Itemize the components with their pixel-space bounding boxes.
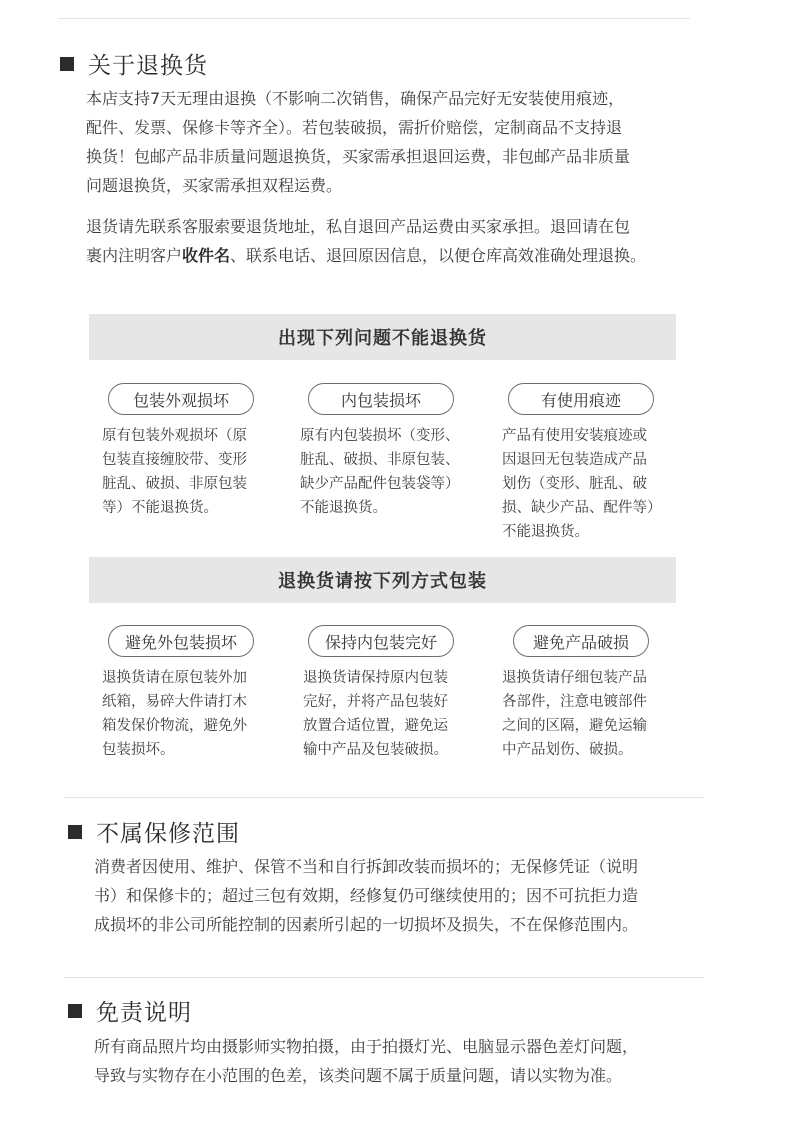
square-bullet-icon xyxy=(60,57,74,71)
text-line: 换货！包邮产品非质量问题退换货，买家需承担退回运费，非包邮产品非质量 xyxy=(86,147,631,166)
packing-desc-inner-protect xyxy=(303,666,483,762)
text-line: 产品有使用安装痕迹或 xyxy=(502,428,647,444)
packing-pill-inner-protect: 保持内包装完好 xyxy=(308,625,454,657)
text-line: 之间的区隔，避免运输 xyxy=(502,718,647,734)
text-line: 原有内包装损坏（变形、 xyxy=(300,428,460,444)
returns-title: 关于退换货 xyxy=(88,53,208,79)
text-line: 因退回无包装造成产品 xyxy=(502,452,647,468)
bold-text-segment: 收件名 xyxy=(182,246,231,265)
square-bullet-icon xyxy=(68,825,82,839)
disclaimer-section-header xyxy=(68,994,192,1027)
text-line: 等）不能退换货。 xyxy=(102,500,218,516)
text-line: 脏乱、破损、非原包装、 xyxy=(300,452,460,468)
section-divider xyxy=(64,797,704,798)
disclaimer-title: 免责说明 xyxy=(96,1000,192,1026)
text-line: 脏乱、破损、非原包装 xyxy=(102,476,247,492)
text-line: 退货请先联系客服索要退货地址，私自退回产品运费由买家承担。退回请在包 xyxy=(86,217,631,236)
square-bullet-icon xyxy=(68,1004,82,1018)
text-line: 输中产品及包装破损。 xyxy=(303,742,448,758)
returns-section-header xyxy=(60,47,208,80)
text-line: 箱发保价物流，避免外 xyxy=(102,718,247,734)
warranty-title: 不属保修范围 xyxy=(96,821,240,847)
text-line: 原有包装外观损坏（原 xyxy=(102,428,247,444)
packing-title: 退换货请按下列方式包装 xyxy=(278,571,487,592)
top-divider xyxy=(58,18,690,19)
text-line: 包装直接缠胶带、变形 xyxy=(102,452,247,468)
section-divider xyxy=(64,977,704,978)
packing-pill-outer-protect: 避免外包装损坏 xyxy=(108,625,254,657)
text-segment: 裹内注明客户 xyxy=(86,246,183,265)
packing-desc-outer-protect xyxy=(102,666,282,762)
text-line: 成损坏的非公司所能控制的因素所引起的一切损坏及损失，不在保修范围内。 xyxy=(94,915,639,934)
text-segment: 、联系电话、退回原因信息，以便仓库高效准确处理退换。 xyxy=(230,246,647,265)
text-line: 纸箱，易碎大件请打木 xyxy=(102,694,247,710)
text-line: 所有商品照片均由摄影师实物拍摄，由于拍摄灯光、电脑显示器色差灯问题， xyxy=(94,1037,639,1056)
text-line: 配件、发票、保修卡等齐全）。若包装破损，需折价赔偿，定制商品不支持退 xyxy=(86,118,623,137)
no-return-desc-usage-marks xyxy=(502,424,687,544)
text-line: 不能退换货。 xyxy=(300,500,387,516)
no-return-desc-inner-damage xyxy=(300,424,485,520)
no-return-title: 出现下列问题不能退换货 xyxy=(278,328,487,349)
text-line: 退换货请仔细包装产品 xyxy=(502,670,647,686)
text-line xyxy=(86,241,746,270)
text-line: 各部件，注意电镀部件 xyxy=(502,694,647,710)
no-return-pill-inner-damage: 内包装损坏 xyxy=(308,383,454,415)
no-return-pill-usage-marks: 有使用痕迹 xyxy=(508,383,654,415)
warranty-paragraph xyxy=(94,852,734,939)
text-line: 导致与实物存在小范围的色差，该类问题不属于质量问题，请以实物为准。 xyxy=(94,1066,623,1085)
text-line: 书）和保修卡的；超过三包有效期，经修复仍可继续使用的；因不可抗拒力造 xyxy=(94,886,639,905)
packing-pill-product-protect: 避免产品破损 xyxy=(513,625,649,657)
text-line: 不能退换货。 xyxy=(502,524,589,540)
packing-banner xyxy=(89,557,676,603)
text-line: 退换货请保持原内包装 xyxy=(303,670,448,686)
text-line: 损、缺少产品、配件等） xyxy=(502,500,662,516)
text-line: 消费者因使用、维护、保管不当和自行拆卸改装而损坏的；无保修凭证（说明 xyxy=(94,857,639,876)
return-address-paragraph xyxy=(86,212,746,270)
text-line: 中产品划伤、破损。 xyxy=(502,742,633,758)
packing-desc-product-protect xyxy=(502,666,682,762)
warranty-section-header xyxy=(68,815,240,848)
returns-policy-paragraph xyxy=(86,84,726,200)
no-return-banner xyxy=(89,314,676,360)
text-line: 缺少产品配件包装袋等） xyxy=(300,476,460,492)
disclaimer-paragraph xyxy=(94,1032,734,1090)
no-return-desc-outer-damage xyxy=(102,424,282,520)
text-line: 划伤（变形、脏乱、破 xyxy=(502,476,647,492)
text-line: 退换货请在原包装外加 xyxy=(102,670,247,686)
text-line: 问题退换货，买家需承担双程运费。 xyxy=(86,176,343,195)
text-line: 完好，并将产品包装好 xyxy=(303,694,448,710)
text-line: 本店支持7天无理由退换（不影响二次销售，确保产品完好无安装使用痕迹， xyxy=(86,89,625,108)
text-line: 放置合适位置，避免运 xyxy=(303,718,448,734)
text-line: 包装损坏。 xyxy=(102,742,175,758)
no-return-pill-outer-damage: 包装外观损坏 xyxy=(108,383,254,415)
